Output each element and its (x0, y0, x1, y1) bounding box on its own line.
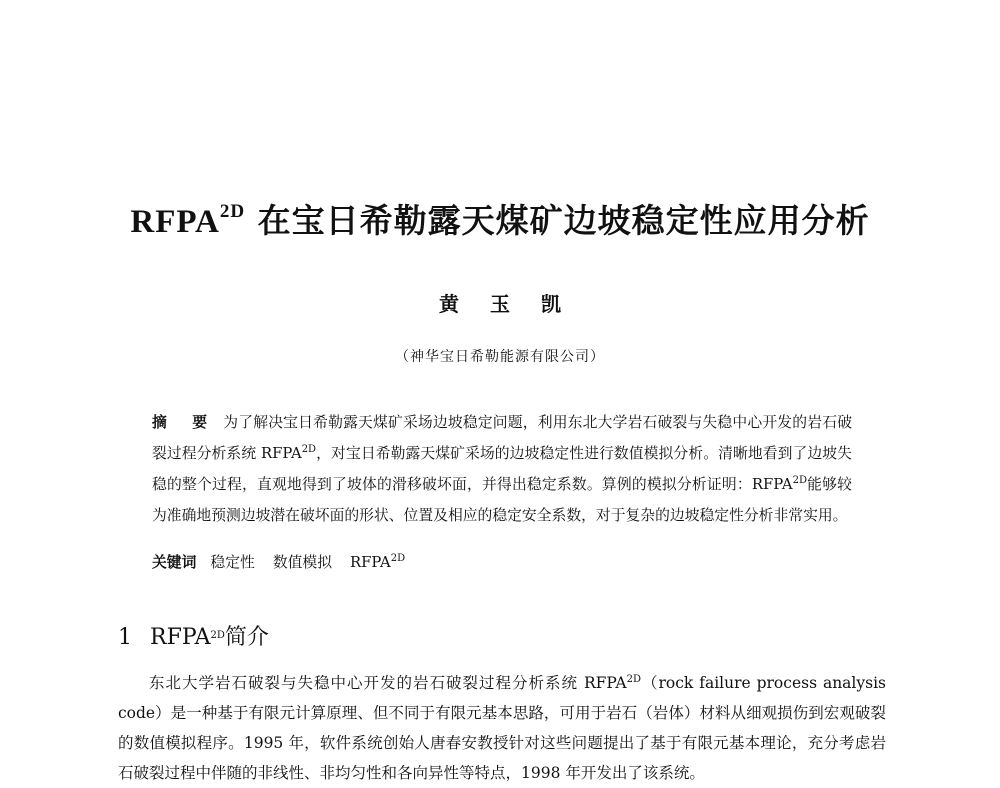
keywords (152, 550, 852, 576)
paper-title (0, 195, 1000, 242)
keywords-label: 关键词 (152, 554, 197, 571)
abstract-label: 摘 要 (152, 414, 218, 431)
section-title-main: 简介 (224, 625, 269, 650)
keyword-item: 数值模拟 (272, 554, 333, 571)
abstract-superscript-1: 2D (301, 444, 317, 455)
author-name: 黄 玉 凯 (439, 292, 573, 316)
body-text-part-1: 东北大学岩石破裂与失稳中心开发的岩石破裂过程分析系统 RFPA (149, 674, 627, 692)
title-superscript: 2D (219, 201, 246, 222)
title-rfpa: RFPA (130, 204, 220, 240)
abstract-text-part-2: ，对宝日希勒露天煤矿采场的边坡稳定性进行数值模拟分析。清晰地看到了边坡失稳的整个过程，直观地得到了坡体的滑移破坏面，并得出稳定系数。算例的模拟分析证明：RFPA (152, 445, 852, 493)
author-affiliation: （神华宝日希勒能源有限公司） (395, 349, 605, 365)
keyword-superscript: 2D (390, 553, 406, 564)
section-title-superscript: 2D (210, 630, 225, 641)
abstract-superscript-2: 2D (792, 475, 807, 486)
abstract (152, 407, 852, 531)
body-superscript: 2D (626, 674, 641, 685)
abstract-text-part-3: 能够较为准确地预测边坡潜在破坏面的形状、位置及相应的稳定安全系数，对于复杂的边坡稳定性分析非常实用。 (152, 476, 852, 524)
body-paragraph (118, 668, 886, 788)
keyword-item: 稳定性 (210, 554, 255, 571)
section-number: 1 (118, 625, 132, 650)
section-title-rfpa: RFPA (150, 625, 211, 650)
section-heading (118, 620, 269, 651)
keyword-item-rfpa: RFPA (350, 554, 391, 571)
abstract-text-part-1: 为了解决宝日希勒露天煤矿采场边坡稳定问题，利用东北大学岩石破裂与失稳中心开发的岩石破裂过程分析系统 RFPA (152, 414, 852, 462)
body-text-part-2: （rock failure process analysis code）是一种基于有限元计算原理、但不同于有限元基本思路，可用于岩石（岩体）材料从细观损伤到宏观破裂的数值模拟程序。1995 年，软件系统创始人唐春安教授针对这些问题提出了基于有限元基本理论，充分考虑岩石破裂过程中伴随的非线性、非均匀性和各向异性等特点，1998 年开发出了该系统。 (118, 674, 886, 782)
title-main-text: 在宝日希勒露天煤矿边坡稳定性应用分析 (257, 201, 870, 240)
